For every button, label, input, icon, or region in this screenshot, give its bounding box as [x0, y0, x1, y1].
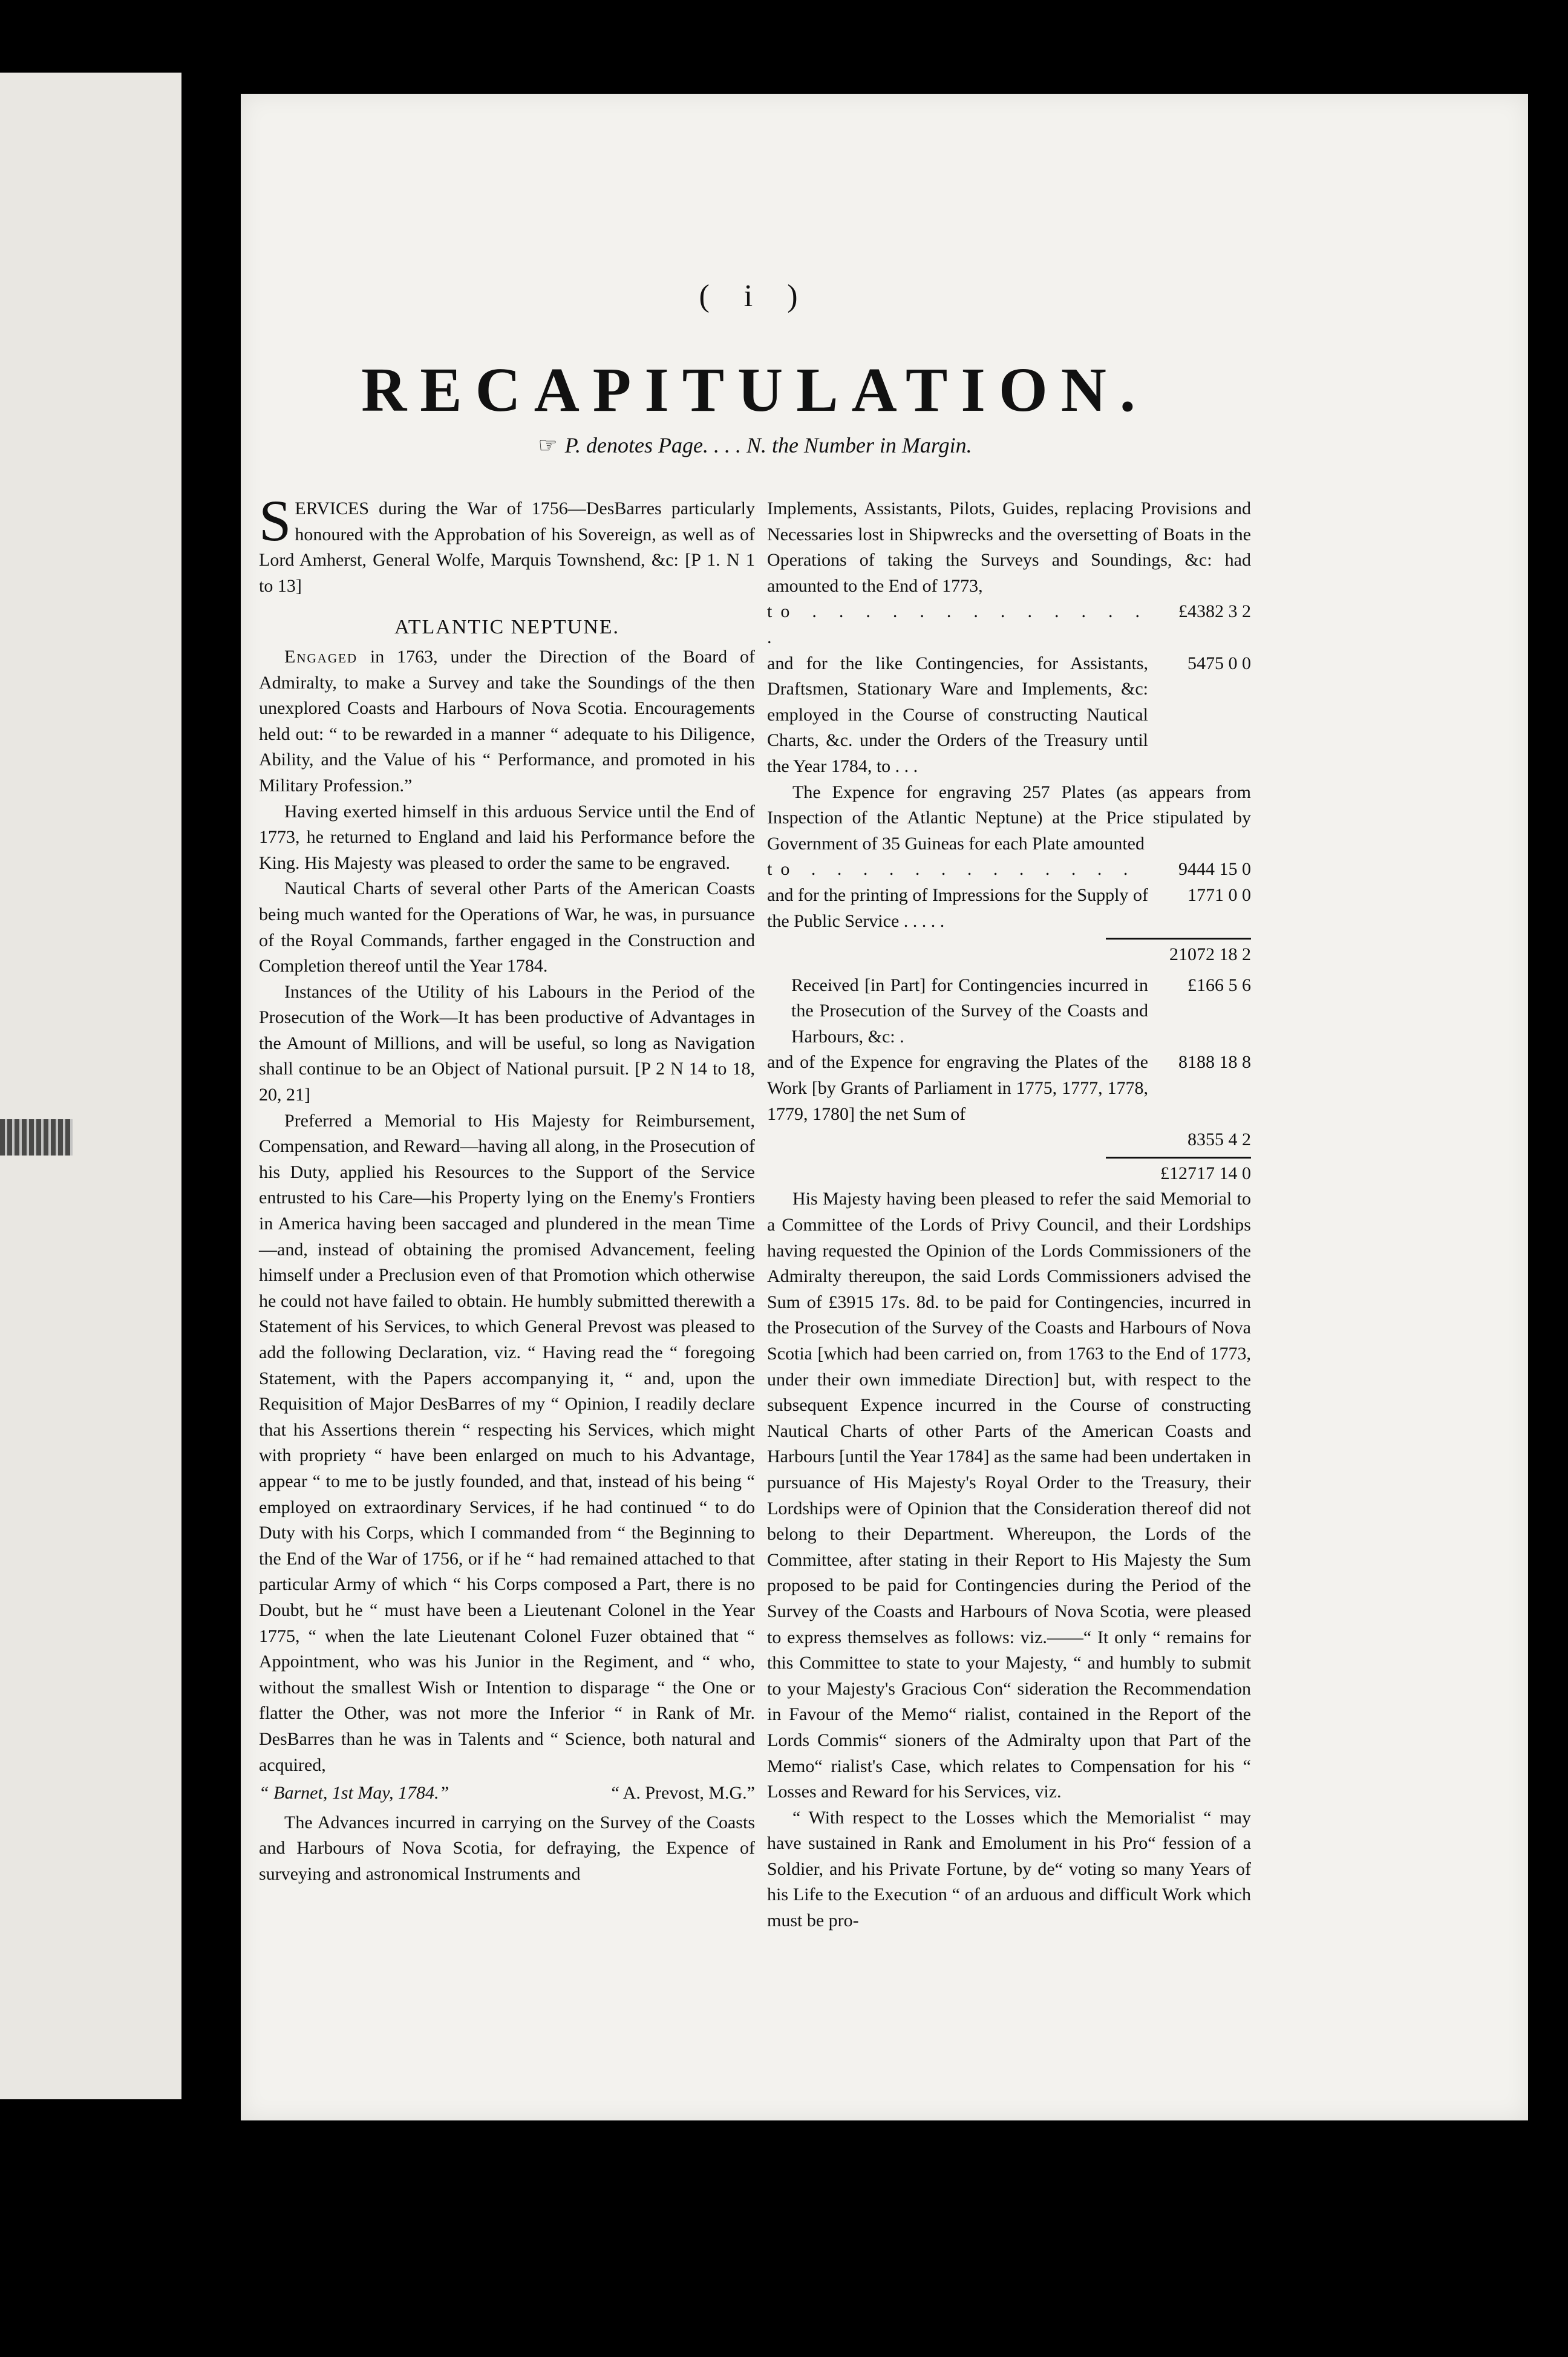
intro-paragraph: SERVICES during the War of 1756—DesBarres particularly honoured with the Approbation of his Sovereign, as well as of Lord Amherst, General Wolfe, Marquis Townshend, &c: [P 1. N 1 to 13]: [259, 488, 755, 596]
account-amount: 1771 0 0: [1187, 884, 1251, 905]
account-line: and for the printing of Impressions for the Supply of the Public Service . . . . . 1771 0 0: [767, 883, 1251, 934]
paragraph-nautical-charts: Nautical Charts of several other Parts of the American Coasts being much wanted for the Operations of War, he was, in pursuance of the Royal Commands, farther engaged in the Construction and Completion thereof until the Year 1784.: [259, 878, 755, 976]
paragraph-engraving: The Expence for engraving 257 Plates (as appears from Inspection of the Atlantic Neptune) at the Price stipulated by Government of 35 Guineas for each Plate amounted: [767, 782, 1251, 854]
drop-cap: S: [259, 488, 292, 553]
account-amount: 9444 15 0: [1178, 859, 1251, 880]
account-amount: 5475 0 0: [1187, 653, 1251, 673]
paragraph-implements: Implements, Assistants, Pilots, Guides, replacing Provisions and Necessaries lost in Shipwrecks and the oversetting of Boats in the Operations of taking the Surveys and Soundings, &c: had amounted to the End of 1773,: [767, 499, 1251, 596]
sum-rule: [1106, 938, 1251, 940]
page-number: ( i ): [699, 279, 811, 313]
signature-name: “ A. Prevost, M.G.”: [611, 1783, 755, 1803]
paragraph-engaged: Engaged in 1763, under the Direction of the Board of Admiralty, to make a Survey and take the Soundings of the then unexplored Coasts and Harbours of Nova Scotia. Encouragements held out: “ to be rewarded in a manner “ adequate to his Diligence, Ability, and the Value of his “ Performance, and promoted in his Military Profession.”: [259, 646, 755, 796]
reference-key-text: P. denotes Page. . . . N. the Number in Margin.: [564, 433, 972, 457]
paragraph-memorial: Preferred a Memorial to His Majesty for Reimbursement, Compensation, and Reward—having all along, in the Prosecution of his Duty, applied his Resources to the Support of the Service entrusted to his Care—his Property lying on the Enemy's Frontiers in America having been saccaged and plundered in the mean Time—and, instead of obtaining the promised Advancement, feeling himself under a Preclusion even of that Promotion which otherwise he could not have failed to obtain. He humbly submitted therewith a Statement of his Services, to which General Prevost was pleased to add the following Declaration, viz. “ Having read the “ foregoing Statement, with the Papers accompanying it, “ and, upon the Requisition of Major DesBarres of my “ Opinion, I readily declare that his Assertions therein “ respecting his Services, which might with propriety “ have been enlarged on much to his Advantage, appear “ to me to be justly founded, and that, instead of his being “ employed on extraordinary Services, if he had continued “ to do Duty with his Corps, which I commanded from “ the Beginning to the End of the War of 1756, or if he “ had remained attached to that particular Army of which “ his Corps composed a Part, there is no Doubt, but he “ must have been a Lieutenant Colonel in the Year 1775, “ when the late Lieutenant Colonel Fuzer obtained that “ Appointment, who was his Junior in the Regiment, and “ who, without the smallest Wish or Intention to disparage “ the One or flatter the Other, was not more the Inferior “ in Rank of Mr. DesBarres than he was in Talents and “ Science, both natural and acquired,: [259, 1110, 755, 1775]
paragraph-privy-council: His Majesty having been pleased to refer the said Memorial to a Committee of the Lords of Privy Council, and their Lordships having requested the Opinion of the Lords Commissioners of the Admiralty thereupon, the said Lords Commissioners advised the Sum of £3915 17s. 8d. to be paid for Contingencies, incurred in the Prosecution of the Survey of the Coasts and Harbours of Nova Scotia [which had been carried on, from 1763 to the End of 1773, under their own immediate Direction] but, with respect to the subsequent Expence incurred in the Course of constructing Nautical Charts of other Parts of the American Coasts and Harbours [until the Year 1784] as the same had been undertaken in pursuance of His Majesty's Royal Order to the Treasury, their Lordships were of Opinion that the Consideration thereof did not belong to their Department. Whereupon, the Lords of the Committee, after stating in their Report to His Majesty the Sum proposed to be paid for Contingencies during the Period of the Survey of the Coasts and Harbours of Nova Scotia, were pleased to express themselves as follows: viz.——“ It only “ remains for this Committee to state to your Majesty, “ and humbly to submit to your Majesty's Gracious Con“ sideration the Recommendation in Favour of the Memo“ rialist, contained in the Report of the Lords Commis“ sioners of the Admiralty upon that Part of the Memo“ rialist's Case, which relates to Compensation for his “ Losses and Reward for his Services, viz.: [767, 1189, 1251, 1802]
section-heading: ATLANTIC NEPTUNE.: [394, 616, 620, 639]
paragraph-utility: Instances of the Utility of his Labours in the Period of the Prosecution of the Work—It has been productive of Advantages in the Amount of Millions, and will be useful, so long as Navigation shall continue to be an Object of National pursuit. [P 2 N 14 to 18, 20, 21]: [259, 981, 755, 1105]
paragraph-advances: The Advances incurred in carrying on the Survey of the Coasts and Harbours of Nova Scotia, for defraying, the Expence of surveying and astronomical Instruments and: [259, 1812, 755, 1884]
adjacent-page-edge: [0, 73, 181, 2099]
page-title: RECAPITULATION.: [361, 355, 1149, 425]
subtotal: 21072 18 2: [1169, 944, 1251, 965]
paragraph-losses: “ With respect to the Losses which the Memorialist “ may have sustained in Rank and Emolument in his Pro“ fession of a Soldier, and his Private Fortune, by de“ voting so many Years of his Life to the Execution “ of an arduous and difficult Work which must be pro-: [767, 1807, 1251, 1931]
reference-key: [241, 433, 1269, 458]
left-column: [259, 488, 755, 1887]
received-total: 8355 4 2: [1187, 1129, 1251, 1150]
account-amount: £166 5 6: [1187, 975, 1251, 995]
right-column: [767, 496, 1251, 1934]
paragraph-returned: Having exerted himself in this arduous Service until the End of 1773, he returned to England and laid his Performance before the King. His Majesty was pleased to order the same to be engraved.: [259, 801, 755, 873]
account-line: Received [in Part] for Contingencies incurred in the Prosecution of the Survey of the Coasts and Harbours, &c: . £166 5 6: [767, 973, 1251, 1050]
account-line: and for the like Contingencies, for Assistants, Draftsmen, Stationary Ware and Implements, &c: employed in the Course of constructing Nautical Charts, &c. under the Orders of the Treasury until the Year 1784, to . . . 5475 0 0: [767, 651, 1251, 780]
account-line: to . . . . . . . . . . . . . . £4382 3 2: [767, 599, 1251, 650]
document-page: [241, 94, 1528, 2120]
account-line: to . . . . . . . . . . . . . 9444 15 0: [767, 857, 1251, 883]
signature-line: [259, 1780, 755, 1806]
pointing-hand-icon: ☞: [538, 433, 558, 457]
account-amount: 8188 18 8: [1178, 1052, 1251, 1073]
balance-total: £12717 14 0: [1160, 1163, 1251, 1183]
ink-smudge: [0, 1119, 73, 1156]
sum-rule: [1106, 1157, 1251, 1159]
account-line: and of the Expence for engraving the Plates of the Work [by Grants of Parliament in 1775, 1777, 1778, 1779, 1780] the net Sum of 8188 18 8: [767, 1050, 1251, 1127]
account-amount: £4382 3 2: [1178, 601, 1251, 622]
signature-place-date: “ Barnet, 1st May, 1784.”: [259, 1783, 449, 1803]
